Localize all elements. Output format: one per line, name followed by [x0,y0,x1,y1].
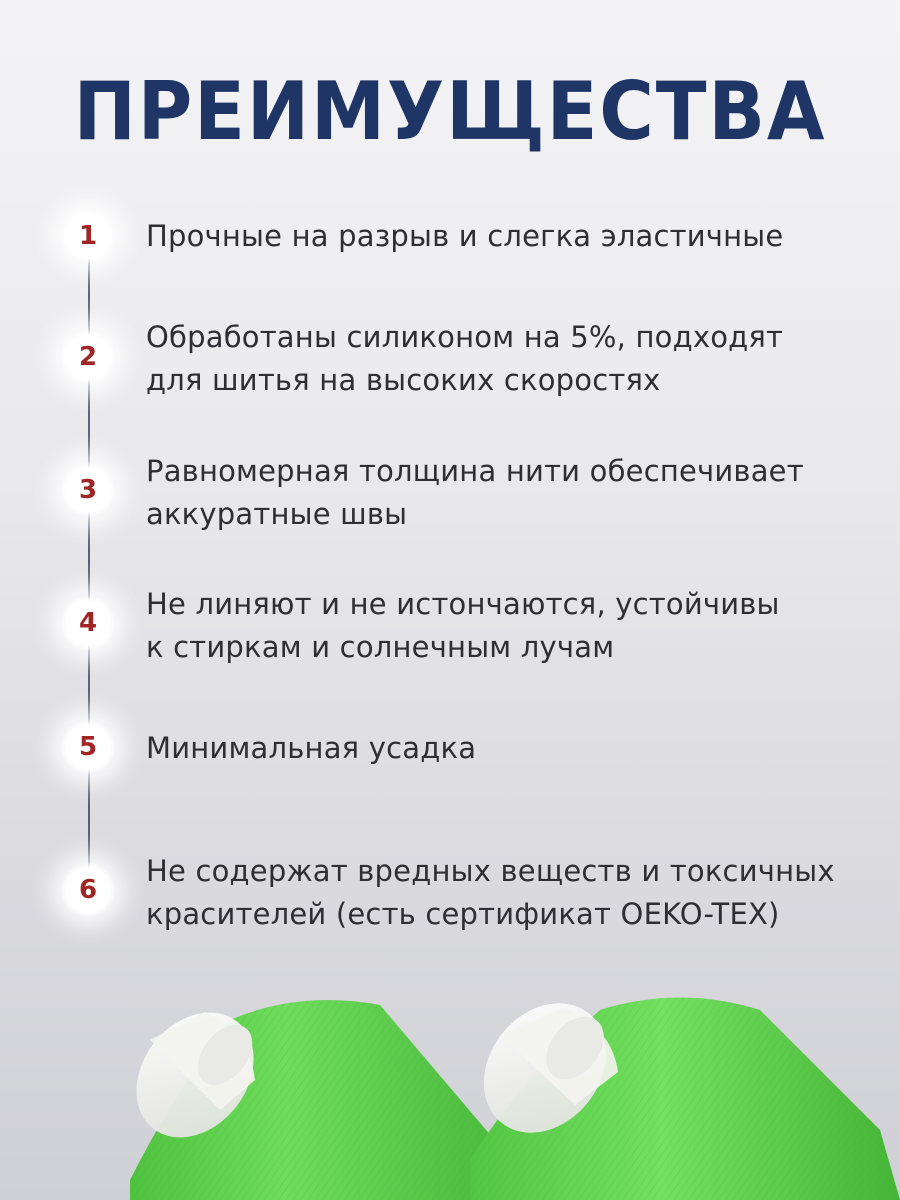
number-badge: 2 [60,329,116,385]
number-badge: 5 [60,719,116,775]
advantage-text [146,850,866,936]
advantage-text [146,316,866,402]
advantage-text [146,583,866,669]
number-badge: 6 [60,862,116,918]
advantage-text-line: Обработаны силиконом на 5%, подходят [146,320,784,354]
left-spool [112,989,520,1200]
advantage-text-line: Не содержат вредных веществ и токсичных [146,854,835,888]
advantage-text-line: к стиркам и солнечным лучам [146,630,615,664]
advantage-text-line: Не линяют и не истончаются, устойчивы [146,587,780,621]
number-badge: 3 [60,462,116,518]
right-spool [459,980,900,1200]
advantage-text-line: Равномерная толщина нити обеспечивает [146,454,804,488]
advantage-text [146,215,866,258]
advantage-text [146,450,866,536]
advantage-text-line: для шитья на высоких скоростях [146,363,661,397]
advantage-text-line: Прочные на разрыв и слегка эластичные [146,219,784,253]
thread-spools-image [0,980,900,1200]
advantage-text [146,727,866,770]
page-title: ПРЕИМУЩЕСТВА [73,65,827,158]
number-badge: 4 [60,595,116,651]
advantage-text-line: Минимальная усадка [146,731,477,765]
advantage-text-line: красителей (есть сертификат OEKO-TEX) [146,897,780,931]
number-badge: 1 [60,208,116,264]
advantage-text-line: аккуратные швы [146,497,408,531]
